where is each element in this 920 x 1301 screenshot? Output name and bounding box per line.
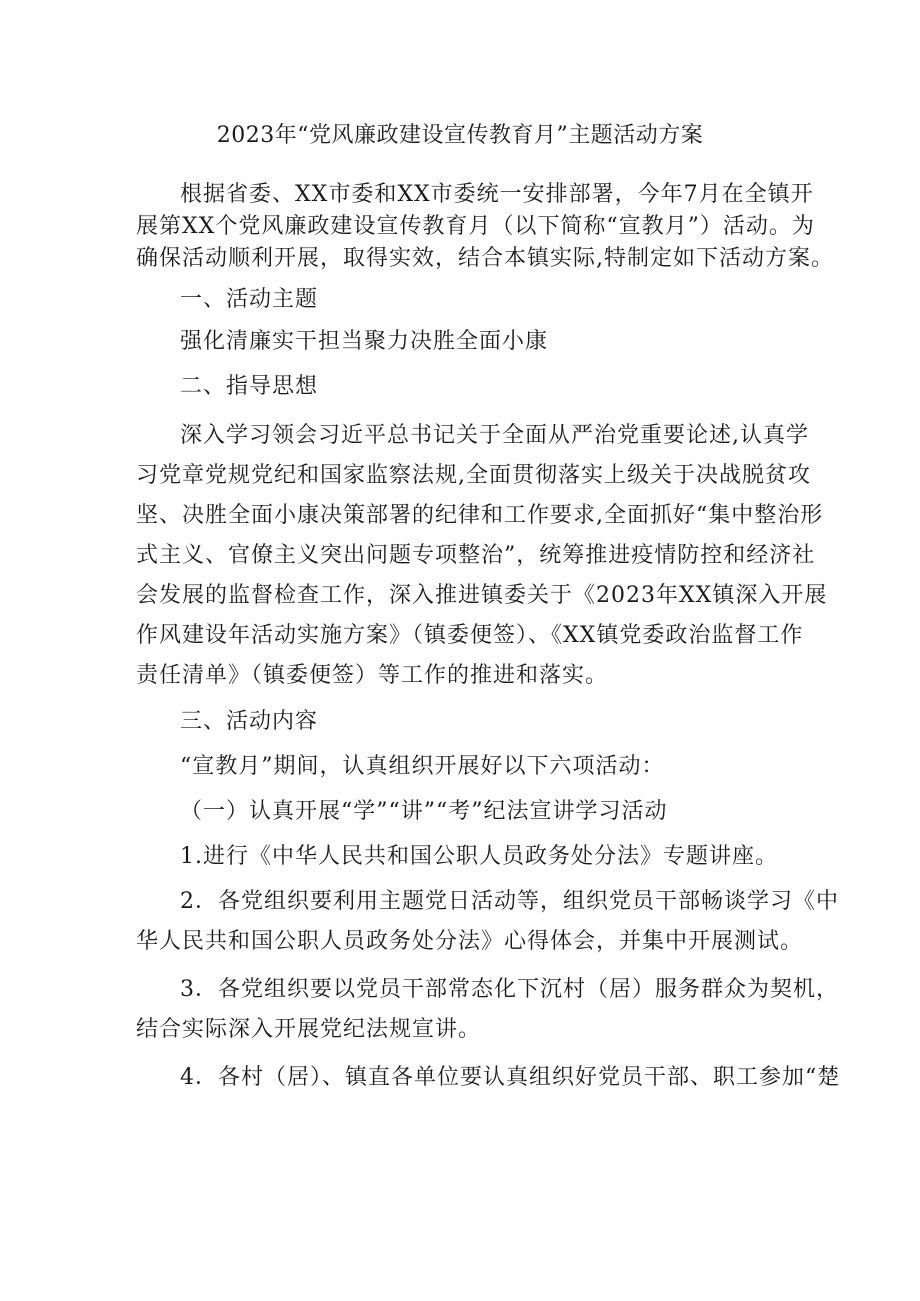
- item-3-line-2: 结合实际深入开展党纪法规宣讲。: [136, 1017, 482, 1042]
- guiding-line-4: 式主义、官僚主义突出问题专项整治”，统筹推进疫情防控和经济社: [136, 543, 816, 568]
- item-2-line-1: 2．各党组织要利用主题党日活动等，组织党员干部畅谈学习《中: [180, 889, 839, 914]
- theme-text: 强化清廉实干担当聚力决胜全面小康: [180, 329, 549, 354]
- guiding-line-1: 深入学习领会习近平总书记关于全面从严治党重要论述,认真学: [180, 423, 809, 448]
- document-title: 2023年“党风廉政建设宣传教育月”主题活动方案: [216, 123, 704, 148]
- item-4-line-1: 4．各村（居）、镇直各单位要认真组织好党员干部、职工参加“楚: [180, 1065, 841, 1090]
- section-heading-theme: 一、活动主题: [180, 287, 319, 312]
- guiding-line-2: 习党章党规党纪和国家监察法规,全面贯彻落实上级关于决战脱贫攻: [136, 463, 811, 488]
- item-1: 1.进行《中华人民共和国公职人员政务处分法》专题讲座。: [180, 844, 778, 869]
- intro-line-3: 确保活动顺利开展，取得实效，结合本镇实际,特制定如下活动方案。: [136, 246, 834, 271]
- intro-line-1: 根据省委、XX市委和XX市委统一安排部署，今年7月在全镇开: [180, 182, 814, 207]
- intro-line-2: 展第XX个党风廉政建设宣传教育月（以下简称“宣教月”）活动。为: [136, 214, 815, 239]
- section-heading-guiding-thought: 二、指导思想: [180, 374, 319, 399]
- content-intro: “宣教月”期间，认真组织开展好以下六项活动：: [180, 754, 665, 779]
- guiding-line-6: 作风建设年活动实施方案》（镇委便签）、《XX镇党委政治监督工作: [136, 623, 804, 648]
- item-2-line-2: 华人民共和国公职人员政务处分法》心得体会，并集中开展测试。: [136, 929, 804, 954]
- section-heading-content: 三、活动内容: [180, 709, 319, 734]
- guiding-line-3: 坚、决胜全面小康决策部署的纪律和工作要求,全面抓好“集中整治形: [136, 503, 824, 528]
- subsection-heading-1: （一）认真开展“学”“讲”“考”纪法宣讲学习活动: [180, 799, 668, 824]
- guiding-line-5: 会发展的监督检查工作，深入推进镇委关于《2023年XX镇深入开展: [136, 583, 828, 608]
- item-3-line-1: 3．各党组织要以党员干部常态化下沉村（居）服务群众为契机，: [180, 977, 839, 1002]
- guiding-line-7: 责任清单》（镇委便签）等工作的推进和落实。: [136, 663, 609, 688]
